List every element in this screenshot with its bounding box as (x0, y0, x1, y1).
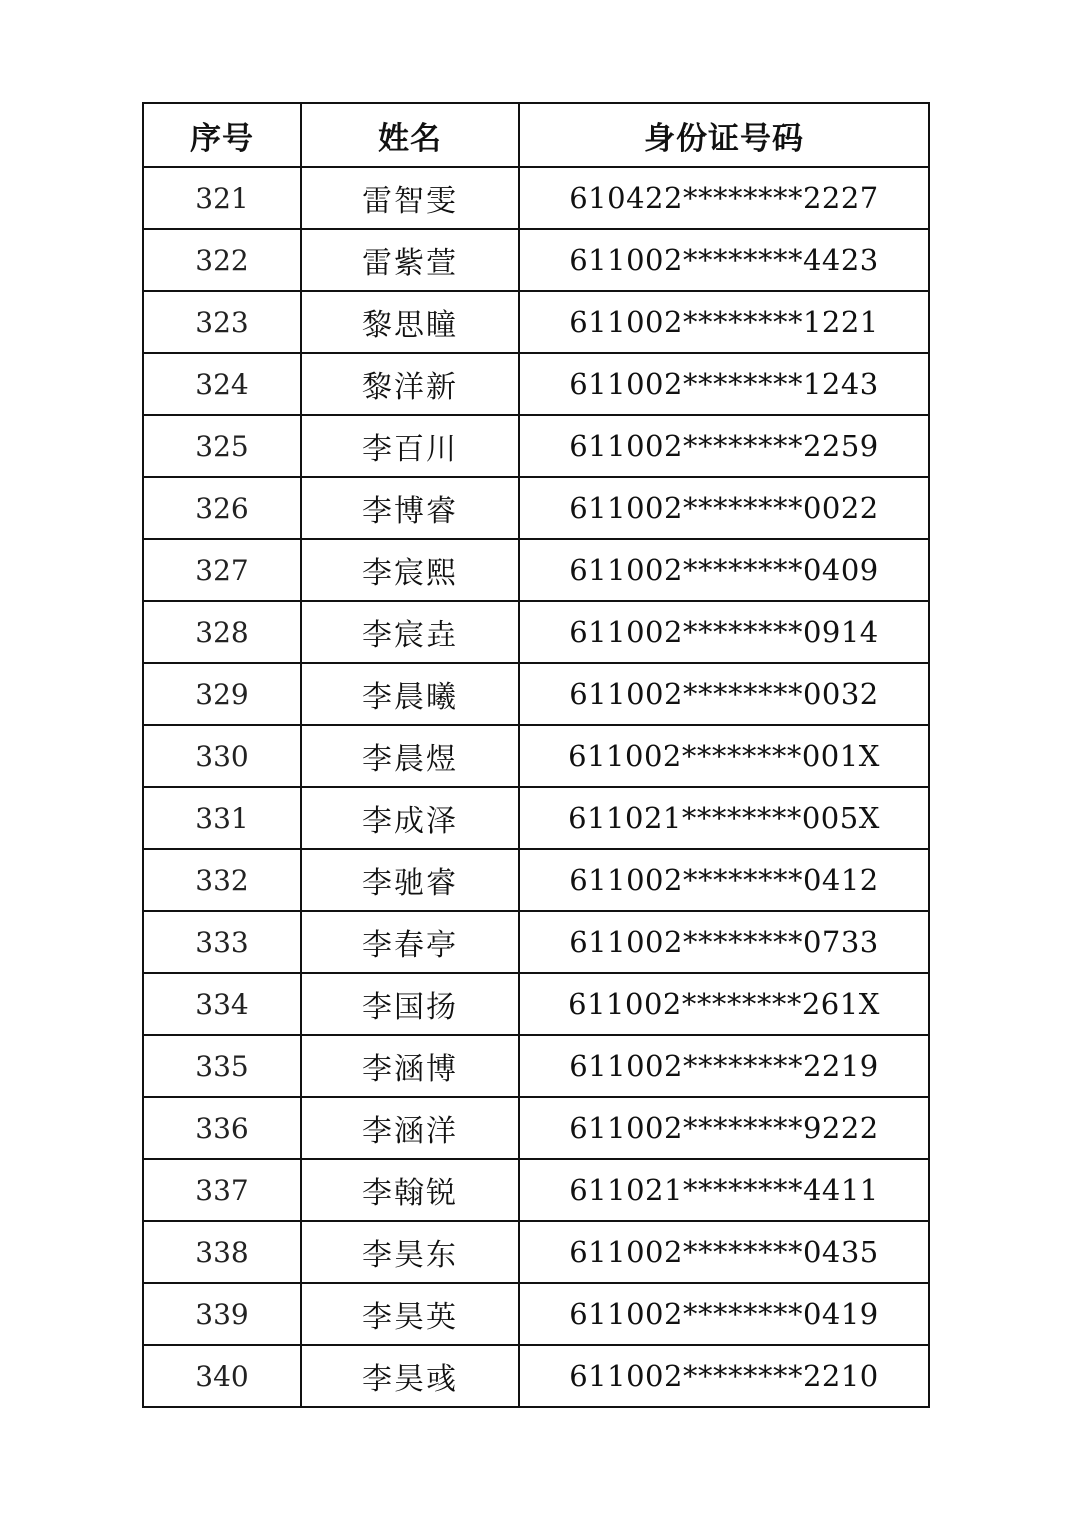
table-row (143, 167, 929, 229)
serial-number-cell: 339 (143, 1283, 301, 1345)
id-number-cell: 611002********4423 (519, 229, 929, 291)
serial-number-cell: 331 (143, 787, 301, 849)
table-row (143, 539, 929, 601)
id-number-cell: 611002********1243 (519, 353, 929, 415)
id-number-cell: 611002********0032 (519, 663, 929, 725)
id-number-cell: 611002********0409 (519, 539, 929, 601)
serial-number-cell: 337 (143, 1159, 301, 1221)
roster-body (143, 167, 929, 1407)
name-cell: 李昊彧 (301, 1345, 519, 1407)
serial-number-cell: 334 (143, 973, 301, 1035)
id-number-cell: 611002********1221 (519, 291, 929, 353)
name-cell: 李百川 (301, 415, 519, 477)
name-cell: 李昊英 (301, 1283, 519, 1345)
id-number-cell: 611002********0022 (519, 477, 929, 539)
name-cell: 李涵洋 (301, 1097, 519, 1159)
name-cell: 李成泽 (301, 787, 519, 849)
name-cell: 雷智雯 (301, 167, 519, 229)
id-number-cell: 611002********2259 (519, 415, 929, 477)
table-row (143, 1097, 929, 1159)
name-cell: 李晨煜 (301, 725, 519, 787)
serial-number-cell: 327 (143, 539, 301, 601)
serial-number-cell: 330 (143, 725, 301, 787)
roster-sheet (142, 102, 928, 1408)
name-cell: 李昊东 (301, 1221, 519, 1283)
serial-number-cell: 338 (143, 1221, 301, 1283)
id-number-cell: 611002********2219 (519, 1035, 929, 1097)
id-number-cell: 611002********9222 (519, 1097, 929, 1159)
table-row (143, 787, 929, 849)
table-row (143, 725, 929, 787)
table-row (143, 911, 929, 973)
serial-number-cell: 326 (143, 477, 301, 539)
name-cell: 雷紫萱 (301, 229, 519, 291)
name-cell: 李涵博 (301, 1035, 519, 1097)
name-cell: 李春亭 (301, 911, 519, 973)
table-row (143, 477, 929, 539)
table-row (143, 1159, 929, 1221)
id-number-cell: 611021********4411 (519, 1159, 929, 1221)
serial-number-cell: 322 (143, 229, 301, 291)
table-row (143, 1283, 929, 1345)
serial-number-cell: 325 (143, 415, 301, 477)
serial-number-cell: 336 (143, 1097, 301, 1159)
id-number-cell: 611002********0733 (519, 911, 929, 973)
serial-number-cell: 321 (143, 167, 301, 229)
name-cell: 李国扬 (301, 973, 519, 1035)
id-number-cell: 611002********0914 (519, 601, 929, 663)
table-row (143, 849, 929, 911)
header-id-number: 身份证号码 (519, 103, 929, 167)
serial-number-cell: 328 (143, 601, 301, 663)
header-row (143, 103, 929, 167)
serial-number-cell: 335 (143, 1035, 301, 1097)
table-row (143, 1345, 929, 1407)
table-row (143, 663, 929, 725)
id-number-cell: 611002********001X (519, 725, 929, 787)
id-number-cell: 611002********261X (519, 973, 929, 1035)
header-name: 姓名 (301, 103, 519, 167)
serial-number-cell: 324 (143, 353, 301, 415)
roster-table (142, 102, 930, 1408)
table-row (143, 415, 929, 477)
serial-number-cell: 340 (143, 1345, 301, 1407)
name-cell: 李驰睿 (301, 849, 519, 911)
table-row (143, 1035, 929, 1097)
id-number-cell: 611002********0419 (519, 1283, 929, 1345)
id-number-cell: 611021********005X (519, 787, 929, 849)
name-cell: 李翰锐 (301, 1159, 519, 1221)
id-number-cell: 611002********0435 (519, 1221, 929, 1283)
table-row (143, 973, 929, 1035)
serial-number-cell: 329 (143, 663, 301, 725)
name-cell: 黎洋新 (301, 353, 519, 415)
table-row (143, 1221, 929, 1283)
name-cell: 李晨曦 (301, 663, 519, 725)
table-row (143, 353, 929, 415)
serial-number-cell: 332 (143, 849, 301, 911)
table-row (143, 601, 929, 663)
id-number-cell: 611002********2210 (519, 1345, 929, 1407)
header-serial-number: 序号 (143, 103, 301, 167)
name-cell: 李博睿 (301, 477, 519, 539)
serial-number-cell: 323 (143, 291, 301, 353)
table-row (143, 229, 929, 291)
name-cell: 李宸熙 (301, 539, 519, 601)
serial-number-cell: 333 (143, 911, 301, 973)
name-cell: 李宸垚 (301, 601, 519, 663)
id-number-cell: 611002********0412 (519, 849, 929, 911)
table-row (143, 291, 929, 353)
name-cell: 黎思瞳 (301, 291, 519, 353)
id-number-cell: 610422********2227 (519, 167, 929, 229)
